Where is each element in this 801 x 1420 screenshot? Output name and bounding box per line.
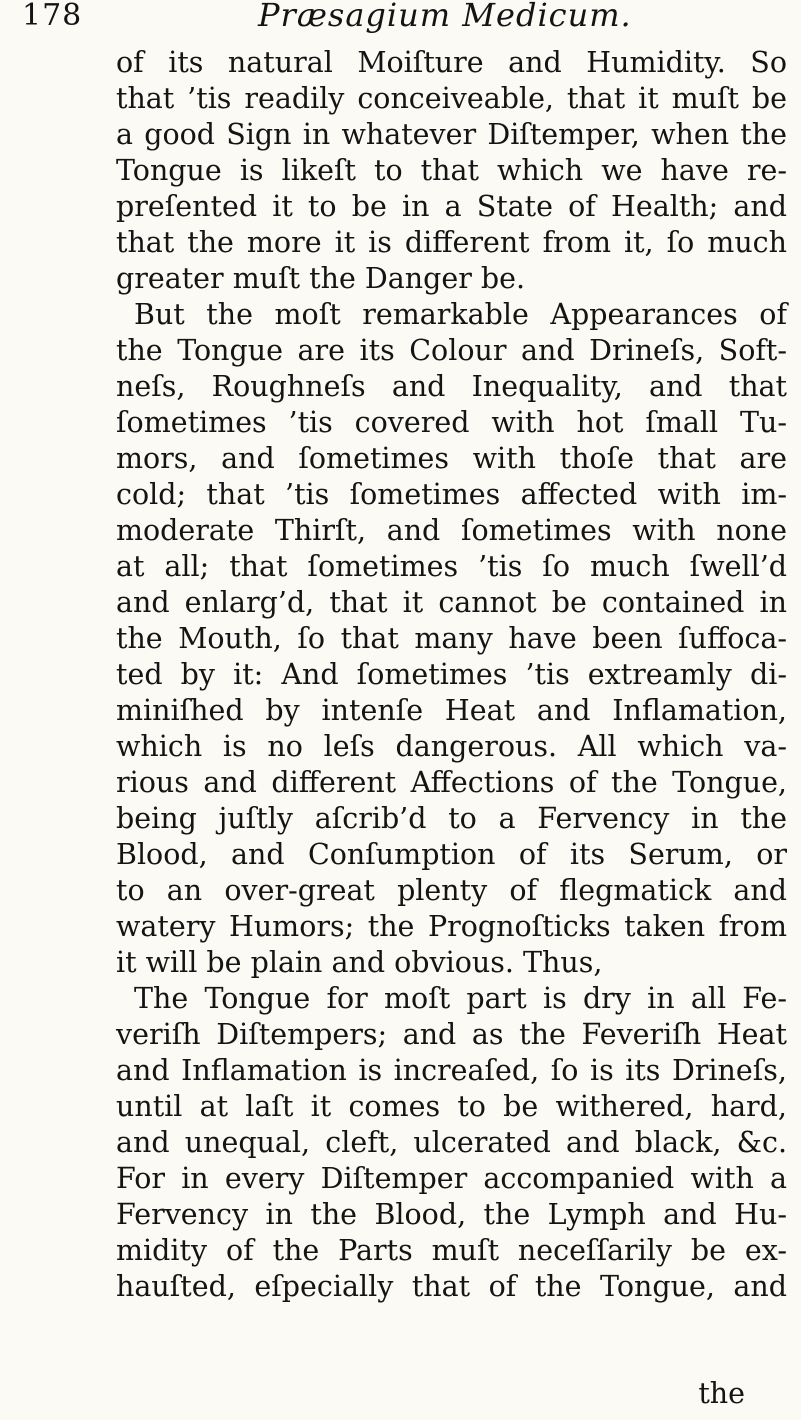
text-line: The Tongue for moſt part is dry in all Fe- xyxy=(134,982,787,1015)
text-line: of its natural Moiſture and Humidity. So xyxy=(116,46,787,79)
text-line: moderate Thirſt, and ſometimes with none xyxy=(116,514,787,547)
text-line: until at laſt it comes to be withered, hard, xyxy=(116,1090,787,1123)
text-line: Fervency in the Blood, the Lymph and Hu- xyxy=(116,1198,787,1231)
text-line: the Tongue are its Colour and Drineſs, Soft- xyxy=(116,334,787,367)
text-line: that ’tis readily conceiveable, that it muſt be xyxy=(116,82,787,115)
text-line: and enlarg’d, that it cannot be contained in xyxy=(116,586,787,619)
text-line: and unequal, cleft, ulcerated and black, &c. xyxy=(116,1126,787,1159)
text-line: mors, and ſometimes with thoſe that are xyxy=(116,442,787,475)
text-line: Blood, and Conſumption of its Serum, or xyxy=(116,838,787,871)
text-line: and Inflamation is increaſed, ſo is its Drineſs, xyxy=(116,1054,787,1087)
page-number: 178 xyxy=(22,0,83,33)
text-line: being juſtly aſcrib’d to a Fervency in the xyxy=(116,802,787,835)
text-line: Tongue is likeſt to that which we have re- xyxy=(116,154,787,187)
text-line: watery Humors; the Prognoſticks taken from xyxy=(116,910,787,943)
text-line: ſometimes ’tis covered with hot ſmall Tu- xyxy=(116,406,787,439)
text-line: miniſhed by intenſe Heat and Inflamation, xyxy=(116,694,787,727)
running-title: Præsagium Medicum. xyxy=(258,0,632,34)
text-line: For in every Diſtemper accompanied with a xyxy=(116,1162,787,1195)
text-line: which is no leſs dangerous. All which va- xyxy=(116,730,787,763)
text-line: hauſted, eſpecially that of the Tongue, and xyxy=(116,1270,787,1303)
text-line: that the more it is different from it, ſo much xyxy=(116,226,787,259)
text-line: midity of the Parts muſt neceſſarily be ex- xyxy=(116,1234,787,1267)
catchword: the xyxy=(698,1377,745,1410)
text-line: preſented it to be in a State of Health; and xyxy=(116,190,787,223)
text-line: at all; that ſometimes ’tis ſo much ſwell’d xyxy=(116,550,787,583)
text-line: to an over-great plenty of flegmatick and xyxy=(116,874,787,907)
text-line: rious and different Affections of the Tongue, xyxy=(116,766,787,799)
text-line: greater muſt the Danger be. xyxy=(116,262,526,295)
text-line: the Mouth, ſo that many have been ſuffoca- xyxy=(116,622,787,655)
text-line: ted by it: And ſometimes ’tis extreamly di- xyxy=(116,658,787,691)
text-line: it will be plain and obvious. Thus, xyxy=(116,946,603,979)
text-line: But the moſt remarkable Appearances of xyxy=(134,298,787,331)
text-line: neſs, Roughneſs and Inequality, and that xyxy=(116,370,787,403)
text-line: a good Sign in whatever Diſtemper, when the xyxy=(116,118,787,151)
text-line: cold; that ’tis ſometimes affected with im- xyxy=(116,478,787,511)
text-line: veriſh Diſtempers; and as the Feveriſh Heat xyxy=(116,1018,787,1051)
